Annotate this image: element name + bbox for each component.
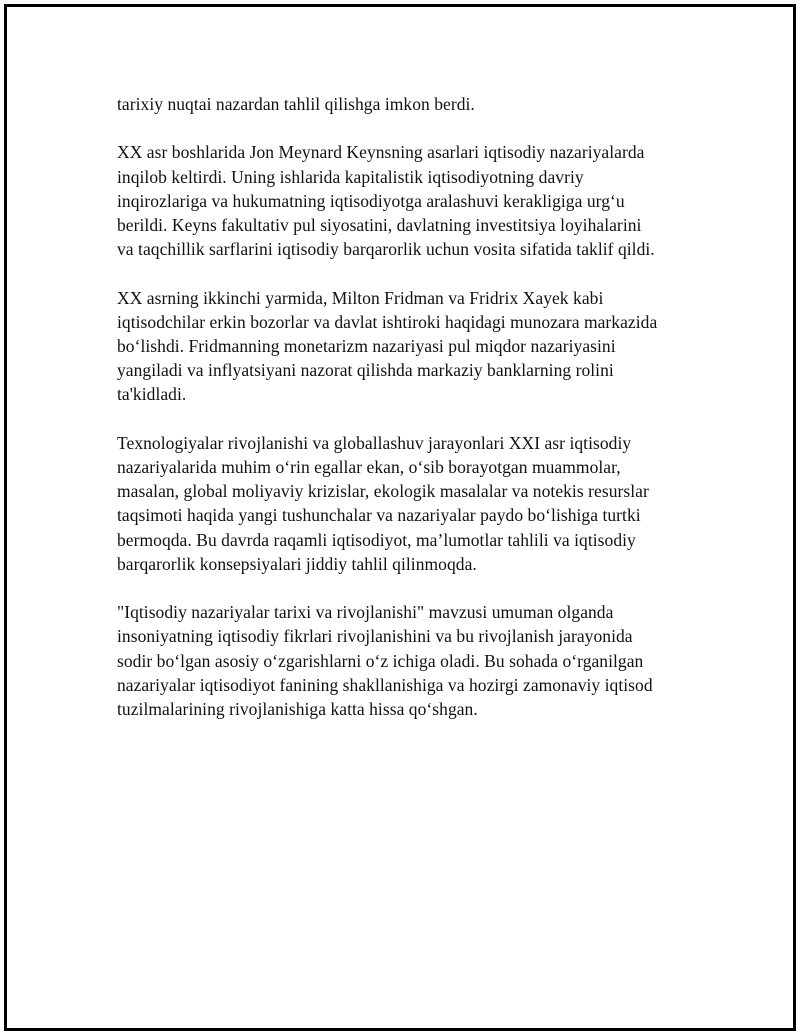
text-line: Texnologiyalar rivojlanishi va globallashuv jarayonlari XXI asr iqtisodiy — [117, 432, 632, 453]
text-line: bo‘lishdi. Fridmanning monetarizm nazariyasi pul miqdor nazariyasini — [117, 336, 616, 356]
paragraph-3 — [117, 286, 697, 407]
text-line: nazariyalarida muhim o‘rin egallar ekan, o‘sib borayotgan muammolar, — [117, 457, 621, 477]
text-line: sodir bo‘lgan asosiy o‘zgarishlarni o‘z ichiga oladi. Bu sohada o‘rganilgan — [117, 650, 644, 671]
text-line: insoniyatning iqtisodiy fikrlari rivojlanishini va bu rivojlanish jarayonida — [117, 626, 633, 647]
text-line: ta'kidladi. — [117, 384, 187, 405]
text-line: tarixiy nuqtai nazardan tahlil qilishga imkon berdi. — [117, 94, 475, 114]
text-line: inqirozlariga va hukumatning iqtisodiyotga aralashuvi kerakligiga urg‘u — [117, 190, 625, 211]
text-line: va taqchillik sarflarini iqtisodiy barqarorlik uchun vosita sifatida taklif qildi. — [117, 239, 655, 260]
document-body — [117, 92, 697, 745]
paragraph-5 — [117, 600, 697, 721]
text-line: berildi. Keyns fakultativ pul siyosatini, davlatning investitsiya loyihalarini — [117, 215, 642, 235]
text-line: iqtisodchilar erkin bozorlar va davlat ishtiroki haqidagi munozara markazida — [117, 311, 658, 332]
paragraph-2 — [117, 140, 697, 261]
paragraph-4 — [117, 431, 697, 576]
text-line: XX asrning ikkinchi yarmida, Milton Fridman va Fridrix Xayek kabi — [117, 287, 604, 308]
text-line: bermoqda. Bu davrda raqamli iqtisodiyot, ma’lumotlar tahlili va iqtisodiy — [117, 529, 636, 550]
text-line: nazariyalar iqtisodiyot fanining shakllanishiga va hozirgi zamonaviy iqtisod — [117, 674, 653, 695]
text-line: barqarorlik konsepsiyalari jiddiy tahlil qilinmoqda. — [117, 553, 477, 574]
text-line: "Iqtisodiy nazariyalar tarixi va rivojlanishi" mavzusi umuman olganda — [117, 602, 614, 623]
paragraph-1 — [117, 92, 697, 116]
text-line: inqilob keltirdi. Uning ishlarida kapitalistik iqtisodiyotning davriy — [117, 166, 584, 187]
text-line: XX asr boshlarida Jon Meynard Keynsning asarlari iqtisodiy nazariyalarda — [117, 142, 645, 163]
text-line: taqsimoti haqida yangi tushunchalar va nazariyalar paydo bo‘lishiga turtki — [117, 505, 641, 526]
text-line: tuzilmalarining rivojlanishiga katta hissa qo‘shgan. — [117, 699, 478, 720]
text-line: yangiladi va inflyatsiyani nazorat qilishda markaziy banklarning rolini — [117, 360, 614, 381]
text-line: masalan, global moliyaviy krizislar, ekologik masalalar va notekis resurslar — [117, 481, 649, 502]
